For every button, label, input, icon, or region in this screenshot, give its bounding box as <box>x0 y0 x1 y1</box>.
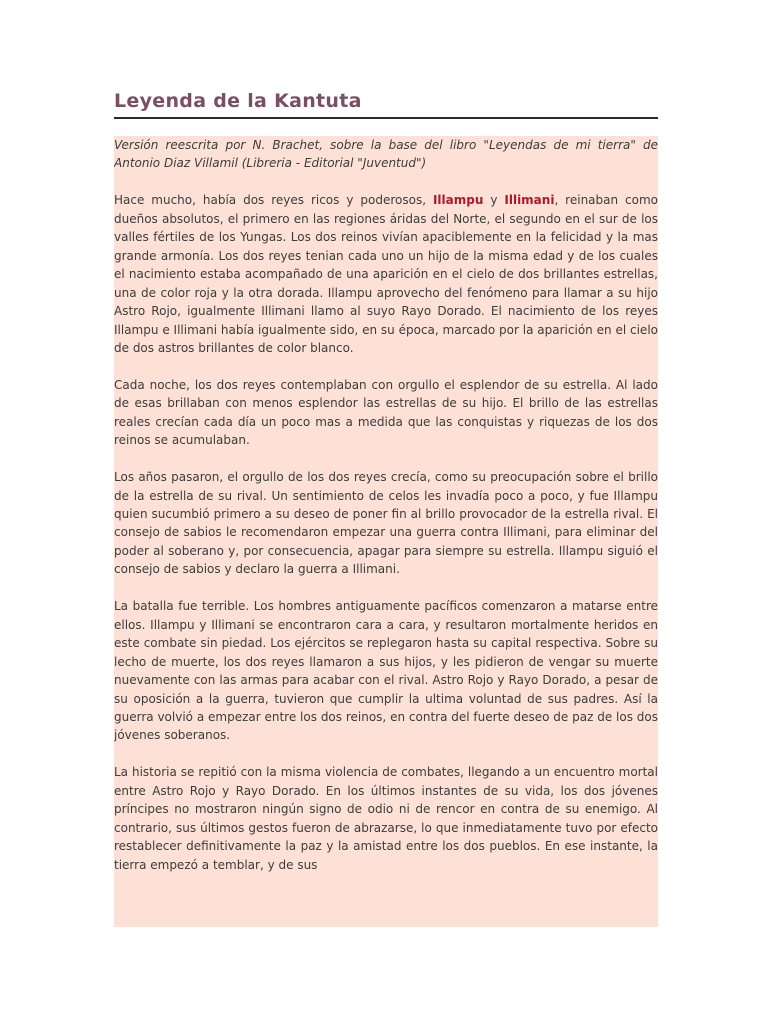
paragraph-1 <box>114 191 658 357</box>
paragraph-1-mid: y <box>483 193 505 208</box>
page-title: Leyenda de la Kantuta <box>114 88 658 119</box>
paragraph-1-pre: Hace mucho, había dos reyes ricos y poderosos, <box>114 193 433 208</box>
document-page <box>114 88 658 927</box>
name-illimani: Illimani <box>504 193 555 208</box>
paragraph-3: Los años pasaron, el orgullo de los dos reyes crecía, como su preocupación sobre el brillo de la estrella de su rival. Un sentimiento de celos les invadía poco a poco, y fue Illampu quien sucumbió primero a su deseo de poner fin al brillo provocador de la estrella rival. El consejo de sabios le recomendaron empezar una guerra contra Illimani, para eliminar del poder al soberano y, por consecuencia, apagar para siempre su estrella. Illampu siguió el consejo de sabios y declaro la guerra a Illimani. <box>114 470 658 577</box>
story-body <box>114 136 658 927</box>
intro-paragraph: Versión reescrita por N. Brachet, sobre la base del libro "Leyendas de mi tierra" de Antonio Diaz Villamil (Libreria - Editorial "Juventud") <box>114 138 658 171</box>
paragraph-1-post: , reinaban como dueños absolutos, el primero en las regiones áridas del Norte, el segundo en el sur de los valles fértiles de los Yungas. Los dos reinos vivían apaciblemente en la felicidad y la mas grande armonía. Los dos reyes tenian cada uno un hijo de la misma edad y de los cuales el nacimiento estaba acompañado de una aparición en el cielo de dos brillantes estrellas, una de color roja y la otra dorada. Illampu aprovecho del fenómeno para llamar a su hijo Astro Rojo, igualmente Illimani llamo al suyo Rayo Dorado. El nacimiento de los reyes Illampu e Illimani había igualmente sido, en su época, marcado por la aparición en el cielo de dos astros brillantes de color blanco. <box>114 193 658 355</box>
name-illampu: Illampu <box>432 193 484 208</box>
paragraph-2: Cada noche, los dos reyes contemplaban con orgullo el esplendor de su estrella. Al lado de esas brillaban con menos esplendor las estrellas de su hijo. El brillo de las estrellas reales crecían cada día un poco mas a medida que las conquistas y riquezas de los dos reinos se acumulaban. <box>114 377 658 448</box>
paragraph-4: La batalla fue terrible. Los hombres antiguamente pacíficos comenzaron a matarse entre ellos. Illampu y Illimani se encontraron cara a cara, y resultaron mortalmente heridos en este combate sin piedad. Los ejércitos se replegaron hasta su capital respectiva. Sobre su lecho de muerte, los dos reyes llamaron a sus hijos, y les pidieron de vengar su muerte nuevamente con las armas para acabar con el rival. Astro Rojo y Rayo Dorado, a pesar de su oposición a la guerra, tuvieron que cumplir la ultima voluntad de sus padres. Así la guerra volvió a empezar entre los dos reinos, en contra del fuerte deseo de paz de los dos jóvenes soberanos. <box>114 599 658 743</box>
paragraph-5: La historia se repitió con la misma violencia de combates, llegando a un encuentro mortal entre Astro Rojo y Rayo Dorado. En los últimos instantes de su vida, los dos jóvenes príncipes no mostraron ningún signo de odio ni de rencor en contra de su enemigo. Al contrario, sus últimos gestos fueron de abrazarse, lo que inmediatamente tuvo por efecto restablecer definitivamente la paz y la amistad entre los dos pueblos. En ese instante, la tierra empezó a temblar, y de sus <box>114 765 658 872</box>
